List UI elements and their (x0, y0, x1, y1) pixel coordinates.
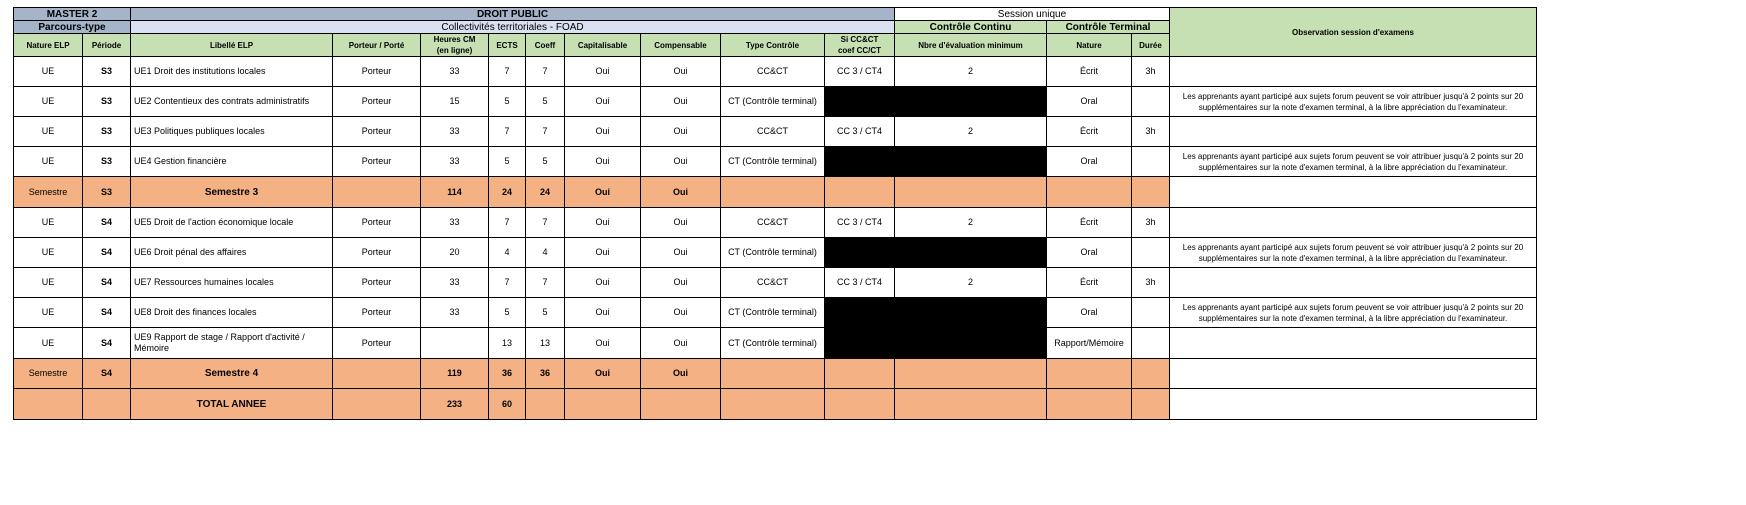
exam-rules-table (13, 7, 1537, 420)
cell-heures: 33 (421, 268, 489, 298)
cell-nature: Semestre (14, 359, 83, 389)
cell-porteur: Porteur (333, 208, 421, 238)
cell-nature-ct (1047, 177, 1132, 208)
cell-compensable: Oui (641, 268, 721, 298)
cell-nature (14, 389, 83, 420)
cell-capitalisable: Oui (565, 117, 641, 147)
cell-compensable: Oui (641, 328, 721, 359)
cell-type-controle: CC&CT (721, 268, 825, 298)
cell-nature-ct: Oral (1047, 147, 1132, 177)
cell-coef-cc-ct (825, 359, 895, 389)
cell-nbre-evaluation: 2 (895, 57, 1047, 87)
cell-periode: S4 (83, 238, 131, 268)
cell-type-controle: CT (Contrôle terminal) (721, 147, 825, 177)
cell-nature-ct (1047, 389, 1132, 420)
cell-compensable: Oui (641, 238, 721, 268)
cell-capitalisable: Oui (565, 208, 641, 238)
cell-duree (1132, 177, 1170, 208)
redacted-cell (895, 328, 1047, 359)
cell-nature: UE (14, 238, 83, 268)
cell-compensable: Oui (641, 298, 721, 328)
cell-observation: Les apprenants ayant participé aux sujets forum peuvent se voir attribuer jusqu'à 2 points sur 20 supplémentaires sur la note d'examen terminal, à la libre appréciation du l'examinateur. (1170, 87, 1537, 117)
parcours-name: Collectivités territoriales - FOAD (131, 21, 895, 34)
cell-libelle: UE9 Rapport de stage / Rapport d'activité / Mémoire (131, 328, 333, 359)
redacted-cell (825, 238, 895, 268)
table-row (14, 298, 1537, 328)
cell-compensable: Oui (641, 117, 721, 147)
cell-compensable: Oui (641, 147, 721, 177)
cell-capitalisable: Oui (565, 177, 641, 208)
cell-porteur: Porteur (333, 57, 421, 87)
cell-coeff: 7 (526, 117, 565, 147)
cell-coeff: 13 (526, 328, 565, 359)
cell-compensable: Oui (641, 208, 721, 238)
cell-coeff: 5 (526, 147, 565, 177)
cell-periode: S4 (83, 359, 131, 389)
cell-periode: S3 (83, 87, 131, 117)
cell-nbre-evaluation: 2 (895, 208, 1047, 238)
cell-type-controle: CT (Contrôle terminal) (721, 328, 825, 359)
cell-ects: 36 (489, 359, 526, 389)
cell-heures: 33 (421, 117, 489, 147)
cell-heures: 33 (421, 208, 489, 238)
cell-capitalisable: Oui (565, 268, 641, 298)
cell-ects: 7 (489, 117, 526, 147)
col-coef-line2: coef CC/CT (837, 46, 882, 55)
cell-capitalisable: Oui (565, 328, 641, 359)
cell-porteur: Porteur (333, 298, 421, 328)
cell-periode: S4 (83, 328, 131, 359)
cell-compensable: Oui (641, 359, 721, 389)
cell-coef-cc-ct: CC 3 / CT4 (825, 268, 895, 298)
cell-capitalisable: Oui (565, 87, 641, 117)
table-row (14, 147, 1537, 177)
cell-nature-ct: Rapport/Mémoire (1047, 328, 1132, 359)
cell-libelle: Semestre 3 (131, 177, 333, 208)
cell-libelle: UE1 Droit des institutions locales (131, 57, 333, 87)
cell-ects: 4 (489, 238, 526, 268)
cell-heures: 20 (421, 238, 489, 268)
cell-observation (1170, 117, 1537, 147)
cell-observation (1170, 208, 1537, 238)
cell-compensable (641, 389, 721, 420)
cell-nbre-evaluation: 2 (895, 117, 1047, 147)
cell-observation: Les apprenants ayant participé aux sujets forum peuvent se voir attribuer jusqu'à 2 points sur 20 supplémentaires sur la note d'examen terminal, à la libre appréciation du l'examinateur. (1170, 298, 1537, 328)
cell-duree (1132, 147, 1170, 177)
cell-nature-ct: Oral (1047, 298, 1132, 328)
col-nbre-evaluation: Nbre d'évaluation minimum (895, 34, 1047, 57)
cell-duree (1132, 328, 1170, 359)
cell-periode: S3 (83, 177, 131, 208)
controle-continu-header: Contrôle Continu (895, 21, 1047, 34)
cell-periode: S3 (83, 147, 131, 177)
cell-nature-ct (1047, 359, 1132, 389)
table-row (14, 87, 1537, 117)
cell-nature: UE (14, 328, 83, 359)
cell-duree: 3h (1132, 208, 1170, 238)
mention-label: DROIT PUBLIC (131, 8, 895, 21)
cell-type-controle: CT (Contrôle terminal) (721, 298, 825, 328)
cell-porteur: Porteur (333, 238, 421, 268)
cell-nature: Semestre (14, 177, 83, 208)
cell-ects: 7 (489, 268, 526, 298)
col-periode: Période (83, 34, 131, 57)
cell-libelle: UE4 Gestion financière (131, 147, 333, 177)
col-nature-elp: Nature ELP (14, 34, 83, 57)
cell-ects: 5 (489, 147, 526, 177)
redacted-cell (825, 87, 895, 117)
redacted-cell (825, 328, 895, 359)
table-row (14, 238, 1537, 268)
col-nature: Nature (1047, 34, 1132, 57)
cell-heures: 33 (421, 147, 489, 177)
cell-observation (1170, 177, 1537, 208)
table-row (14, 389, 1537, 420)
cell-type-controle (721, 389, 825, 420)
cell-type-controle: CC&CT (721, 117, 825, 147)
table-row (14, 268, 1537, 298)
cell-duree: 3h (1132, 117, 1170, 147)
parcours-label: Parcours-type (14, 21, 131, 34)
cell-heures: 233 (421, 389, 489, 420)
cell-duree: 3h (1132, 268, 1170, 298)
cell-nature-ct: Écrit (1047, 268, 1132, 298)
cell-observation (1170, 328, 1537, 359)
col-coeff: Coeff (526, 34, 565, 57)
cell-compensable: Oui (641, 57, 721, 87)
cell-observation: Les apprenants ayant participé aux sujets forum peuvent se voir attribuer jusqu'à 2 points sur 20 supplémentaires sur la note d'examen terminal, à la libre appréciation du l'examinateur. (1170, 147, 1537, 177)
cell-coeff: 36 (526, 359, 565, 389)
cell-nbre-evaluation: 2 (895, 268, 1047, 298)
cell-coef-cc-ct: CC 3 / CT4 (825, 57, 895, 87)
cell-coeff (526, 389, 565, 420)
master-label: MASTER 2 (14, 8, 131, 21)
cell-periode: S4 (83, 298, 131, 328)
cell-duree (1132, 359, 1170, 389)
cell-compensable: Oui (641, 87, 721, 117)
cell-nature-ct: Oral (1047, 238, 1132, 268)
cell-periode: S4 (83, 208, 131, 238)
cell-periode (83, 389, 131, 420)
cell-libelle: UE8 Droit des finances locales (131, 298, 333, 328)
cell-coef-cc-ct (825, 177, 895, 208)
redacted-cell (895, 298, 1047, 328)
cell-duree (1132, 298, 1170, 328)
cell-heures: 15 (421, 87, 489, 117)
cell-nature: UE (14, 147, 83, 177)
cell-ects: 7 (489, 57, 526, 87)
col-coef-line1: Si CC&CT (840, 35, 879, 44)
cell-porteur: Porteur (333, 268, 421, 298)
cell-libelle: UE6 Droit pénal des affaires (131, 238, 333, 268)
cell-nature-ct: Écrit (1047, 57, 1132, 87)
cell-type-controle: CT (Contrôle terminal) (721, 238, 825, 268)
cell-observation (1170, 389, 1537, 420)
cell-heures: 33 (421, 57, 489, 87)
cell-type-controle (721, 359, 825, 389)
cell-periode: S3 (83, 117, 131, 147)
cell-ects: 5 (489, 87, 526, 117)
col-heures-line1: Heures CM (433, 35, 476, 44)
cell-periode: S3 (83, 57, 131, 87)
cell-porteur: Porteur (333, 87, 421, 117)
cell-capitalisable: Oui (565, 147, 641, 177)
table-row (14, 57, 1537, 87)
cell-compensable: Oui (641, 177, 721, 208)
cell-type-controle: CC&CT (721, 57, 825, 87)
cell-libelle: UE2 Contentieux des contrats administratifs (131, 87, 333, 117)
cell-observation: Les apprenants ayant participé aux sujets forum peuvent se voir attribuer jusqu'à 2 points sur 20 supplémentaires sur la note d'examen terminal, à la libre appréciation du l'examinateur. (1170, 238, 1537, 268)
cell-libelle: UE5 Droit de l'action économique locale (131, 208, 333, 238)
cell-heures: 114 (421, 177, 489, 208)
cell-nature-ct: Oral (1047, 87, 1132, 117)
cell-nature: UE (14, 57, 83, 87)
cell-observation (1170, 268, 1537, 298)
cell-duree (1132, 87, 1170, 117)
col-capitalisable: Capitalisable (565, 34, 641, 57)
cell-duree (1132, 389, 1170, 420)
cell-ects: 13 (489, 328, 526, 359)
cell-duree (1132, 238, 1170, 268)
cell-nature-ct: Écrit (1047, 117, 1132, 147)
cell-libelle: Semestre 4 (131, 359, 333, 389)
cell-observation (1170, 359, 1537, 389)
cell-heures: 33 (421, 298, 489, 328)
cell-libelle: UE7 Ressources humaines locales (131, 268, 333, 298)
cell-type-controle: CC&CT (721, 208, 825, 238)
cell-coeff: 7 (526, 268, 565, 298)
cell-porteur (333, 389, 421, 420)
cell-capitalisable: Oui (565, 238, 641, 268)
redacted-cell (825, 147, 895, 177)
cell-nature: UE (14, 87, 83, 117)
cell-nbre-evaluation (895, 389, 1047, 420)
cell-coeff: 24 (526, 177, 565, 208)
cell-coef-cc-ct: CC 3 / CT4 (825, 117, 895, 147)
col-ects: ECTS (489, 34, 526, 57)
redacted-cell (825, 298, 895, 328)
cell-coeff: 7 (526, 208, 565, 238)
cell-nature: UE (14, 298, 83, 328)
cell-coef-cc-ct (825, 389, 895, 420)
table-row (14, 177, 1537, 208)
col-heures-line2: (en ligne) (436, 46, 473, 55)
controle-terminal-header: Contrôle Terminal (1047, 21, 1170, 34)
cell-coeff: 5 (526, 87, 565, 117)
cell-nature: UE (14, 208, 83, 238)
redacted-cell (895, 147, 1047, 177)
cell-nature: UE (14, 268, 83, 298)
col-coef-cc-ct (825, 34, 895, 57)
cell-type-controle: CT (Contrôle terminal) (721, 87, 825, 117)
cell-ects: 60 (489, 389, 526, 420)
cell-ects: 5 (489, 298, 526, 328)
session-label: Session unique (895, 8, 1170, 21)
cell-coeff: 5 (526, 298, 565, 328)
col-type-controle: Type Contrôle (721, 34, 825, 57)
cell-duree: 3h (1132, 57, 1170, 87)
cell-type-controle (721, 177, 825, 208)
cell-libelle: TOTAL ANNEE (131, 389, 333, 420)
cell-nbre-evaluation (895, 359, 1047, 389)
cell-periode: S4 (83, 268, 131, 298)
cell-capitalisable: Oui (565, 57, 641, 87)
redacted-cell (895, 87, 1047, 117)
cell-nature-ct: Écrit (1047, 208, 1132, 238)
cell-coeff: 4 (526, 238, 565, 268)
cell-nature: UE (14, 117, 83, 147)
cell-porteur: Porteur (333, 117, 421, 147)
cell-porteur: Porteur (333, 328, 421, 359)
cell-coef-cc-ct: CC 3 / CT4 (825, 208, 895, 238)
redacted-cell (895, 238, 1047, 268)
col-duree: Durée (1132, 34, 1170, 57)
table-row (14, 208, 1537, 238)
cell-coeff: 7 (526, 57, 565, 87)
table-row (14, 117, 1537, 147)
cell-capitalisable: Oui (565, 298, 641, 328)
col-porteur: Porteur / Porté (333, 34, 421, 57)
cell-porteur (333, 177, 421, 208)
cell-nbre-evaluation (895, 177, 1047, 208)
cell-heures (421, 328, 489, 359)
cell-observation (1170, 57, 1537, 87)
col-libelle: Libellé ELP (131, 34, 333, 57)
table-row (14, 328, 1537, 359)
cell-ects: 24 (489, 177, 526, 208)
col-compensable: Compensable (641, 34, 721, 57)
cell-capitalisable (565, 389, 641, 420)
observation-header: Observation session d'examens (1170, 8, 1537, 57)
cell-libelle: UE3 Politiques publiques locales (131, 117, 333, 147)
cell-heures: 119 (421, 359, 489, 389)
cell-ects: 7 (489, 208, 526, 238)
table-row (14, 359, 1537, 389)
cell-porteur (333, 359, 421, 389)
cell-capitalisable: Oui (565, 359, 641, 389)
col-heures (421, 34, 489, 57)
cell-porteur: Porteur (333, 147, 421, 177)
